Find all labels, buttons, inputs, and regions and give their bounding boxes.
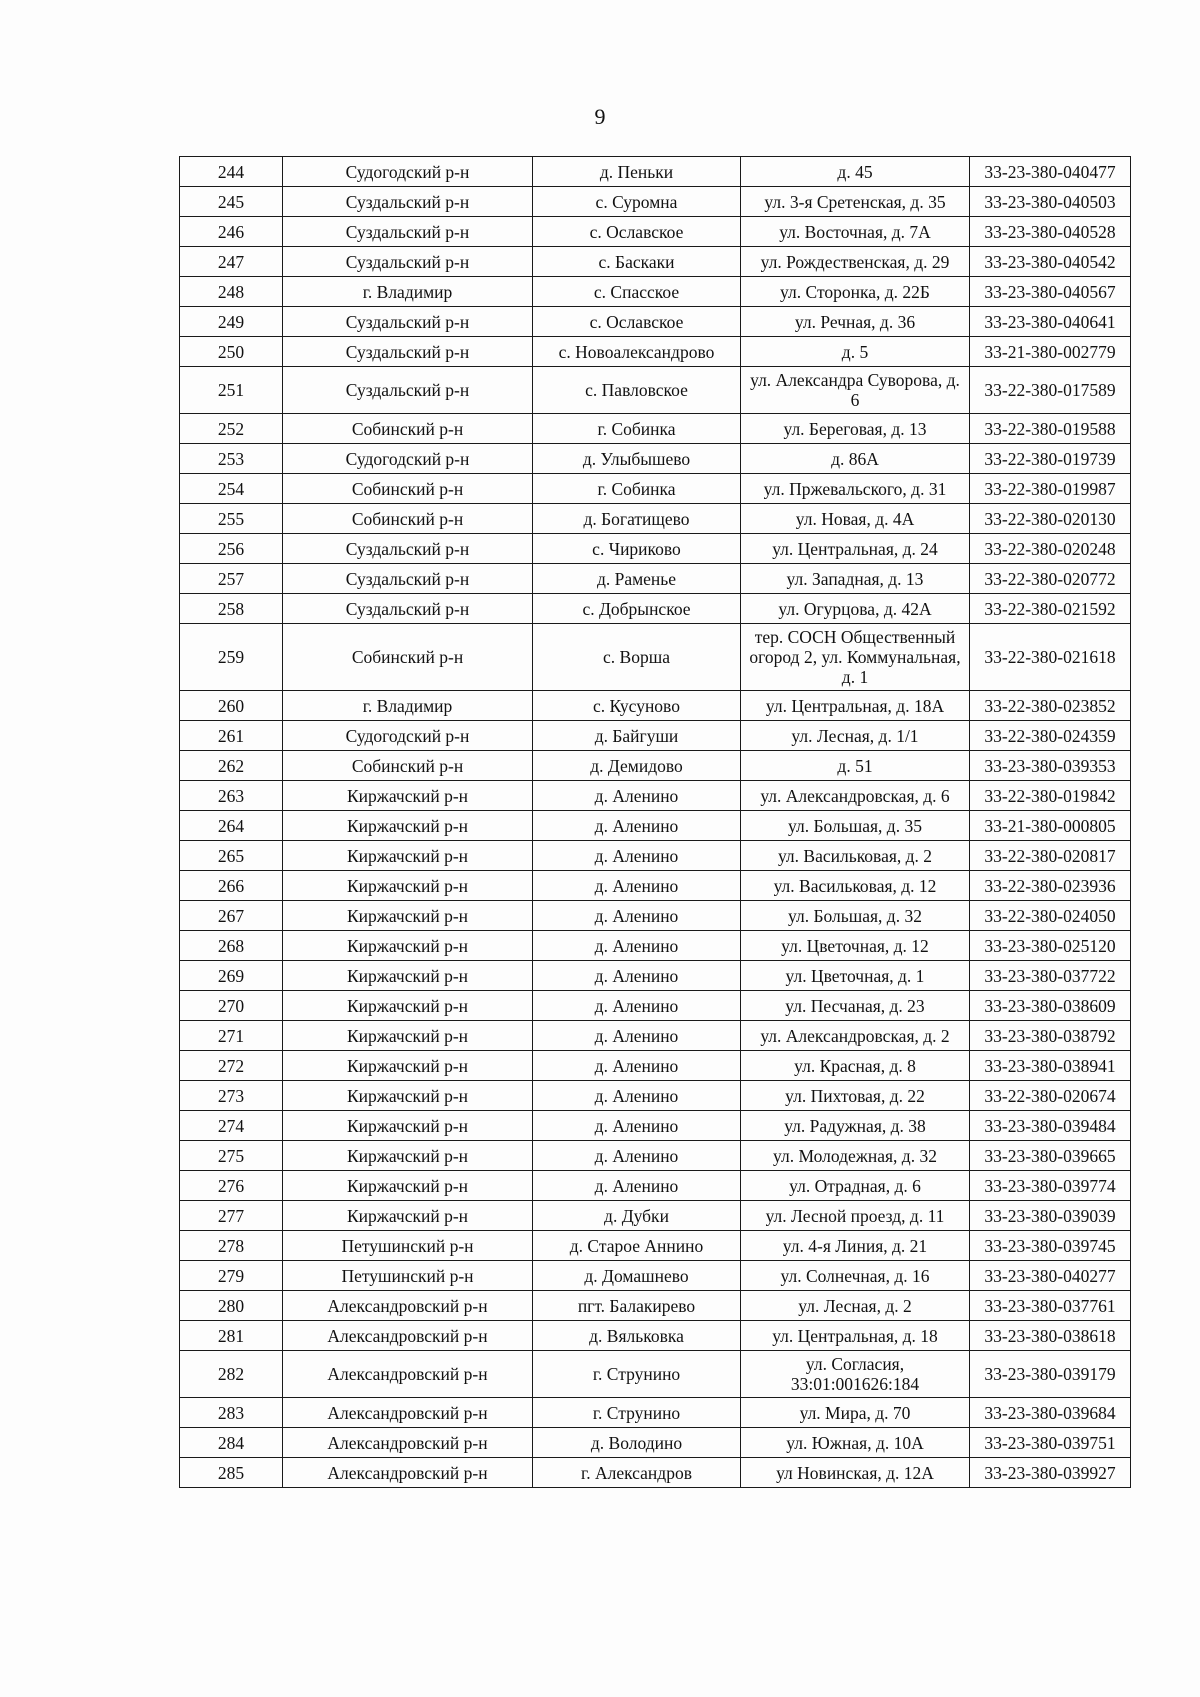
table-row [180, 187, 1131, 217]
address-cell: ул. Александровская, д. 2 [741, 1021, 970, 1051]
code-cell: 33-22-380-024359 [970, 721, 1131, 751]
settlement-cell: д. Аленино [533, 1141, 741, 1171]
row-number: 285 [180, 1458, 283, 1488]
settlement-cell: с. Новоалександрово [533, 337, 741, 367]
settlement-cell: д. Аленино [533, 811, 741, 841]
address-cell: ул. Лесная, д. 1/1 [741, 721, 970, 751]
district-cell: Судогодский р-н [283, 444, 533, 474]
settlement-cell: д. Аленино [533, 841, 741, 871]
table-row [180, 534, 1131, 564]
table-row [180, 1291, 1131, 1321]
district-cell: Собинский р-н [283, 474, 533, 504]
address-cell: ул. Западная, д. 13 [741, 564, 970, 594]
row-number: 282 [180, 1351, 283, 1398]
settlement-cell: д. Аленино [533, 781, 741, 811]
table-row [180, 504, 1131, 534]
table-row [180, 247, 1131, 277]
address-cell: ул. 4-я Линия, д. 21 [741, 1231, 970, 1261]
table-row [180, 414, 1131, 444]
address-cell: ул. Мира, д. 70 [741, 1398, 970, 1428]
row-number: 273 [180, 1081, 283, 1111]
district-cell: Собинский р-н [283, 504, 533, 534]
settlement-cell: д. Аленино [533, 1021, 741, 1051]
table-row [180, 751, 1131, 781]
table-row [180, 781, 1131, 811]
code-cell: 33-22-380-019739 [970, 444, 1131, 474]
table-row [180, 1081, 1131, 1111]
row-number: 283 [180, 1398, 283, 1428]
table-row [180, 444, 1131, 474]
row-number: 248 [180, 277, 283, 307]
address-cell: ул. Васильковая, д. 12 [741, 871, 970, 901]
settlement-cell: д. Демидово [533, 751, 741, 781]
settlement-cell: д. Домашнево [533, 1261, 741, 1291]
code-cell: 33-22-380-024050 [970, 901, 1131, 931]
code-cell: 33-22-380-023852 [970, 691, 1131, 721]
code-cell: 33-22-380-020772 [970, 564, 1131, 594]
table-row [180, 691, 1131, 721]
address-cell: д. 51 [741, 751, 970, 781]
settlement-cell: с. Добрынское [533, 594, 741, 624]
code-cell: 33-23-380-039927 [970, 1458, 1131, 1488]
address-cell: ул. Южная, д. 10А [741, 1428, 970, 1458]
settlement-cell: с. Павловское [533, 367, 741, 414]
address-cell: ул. Лесной проезд, д. 11 [741, 1201, 970, 1231]
district-cell: Суздальский р-н [283, 564, 533, 594]
district-cell: Александровский р-н [283, 1291, 533, 1321]
code-cell: 33-23-380-040641 [970, 307, 1131, 337]
code-cell: 33-23-380-039684 [970, 1398, 1131, 1428]
table-row [180, 1021, 1131, 1051]
district-cell: Киржачский р-н [283, 1051, 533, 1081]
page-number: 9 [594, 104, 606, 129]
settlement-cell: д. Аленино [533, 1051, 741, 1081]
district-cell: Киржачский р-н [283, 1171, 533, 1201]
code-cell: 33-23-380-038618 [970, 1321, 1131, 1351]
code-cell: 33-21-380-002779 [970, 337, 1131, 367]
district-cell: Суздальский р-н [283, 367, 533, 414]
address-cell: ул. Большая, д. 32 [741, 901, 970, 931]
district-cell: Киржачский р-н [283, 901, 533, 931]
settlement-cell: с. Ворша [533, 624, 741, 691]
row-number: 271 [180, 1021, 283, 1051]
address-cell: ул. Васильковая, д. 2 [741, 841, 970, 871]
code-cell: 33-23-380-039353 [970, 751, 1131, 781]
address-cell: ул. Береговая, д. 13 [741, 414, 970, 444]
district-cell: Суздальский р-н [283, 217, 533, 247]
table-body [180, 157, 1131, 1488]
address-cell: ул. Александровская, д. 6 [741, 781, 970, 811]
code-cell: 33-22-380-019987 [970, 474, 1131, 504]
table-row [180, 277, 1131, 307]
district-cell: Суздальский р-н [283, 187, 533, 217]
settlement-cell: г. Александров [533, 1458, 741, 1488]
table-row [180, 624, 1131, 691]
table-row [180, 474, 1131, 504]
code-cell: 33-23-380-040542 [970, 247, 1131, 277]
row-number: 264 [180, 811, 283, 841]
address-cell: ул. Речная, д. 36 [741, 307, 970, 337]
district-cell: Суздальский р-н [283, 534, 533, 564]
table-row [180, 1321, 1131, 1351]
district-cell: Киржачский р-н [283, 961, 533, 991]
code-cell: 33-23-380-038941 [970, 1051, 1131, 1081]
settlement-cell: д. Вяльковка [533, 1321, 741, 1351]
district-cell: Александровский р-н [283, 1321, 533, 1351]
row-number: 247 [180, 247, 283, 277]
address-cell: тер. СОСН Общественный огород 2, ул. Коммунальная, д. 1 [741, 624, 970, 691]
row-number: 249 [180, 307, 283, 337]
row-number: 254 [180, 474, 283, 504]
district-cell: Киржачский р-н [283, 1081, 533, 1111]
address-cell: ул Новинская, д. 12А [741, 1458, 970, 1488]
address-cell: ул. 3-я Сретенская, д. 35 [741, 187, 970, 217]
row-number: 272 [180, 1051, 283, 1081]
district-cell: Суздальский р-н [283, 594, 533, 624]
table-row [180, 811, 1131, 841]
address-cell: ул. Радужная, д. 38 [741, 1111, 970, 1141]
table-row [180, 594, 1131, 624]
code-cell: 33-23-380-040567 [970, 277, 1131, 307]
address-cell: ул. Центральная, д. 18 [741, 1321, 970, 1351]
row-number: 281 [180, 1321, 283, 1351]
district-cell: Судогодский р-н [283, 157, 533, 187]
settlement-cell: д. Аленино [533, 871, 741, 901]
district-cell: Петушинский р-н [283, 1231, 533, 1261]
code-cell: 33-23-380-039039 [970, 1201, 1131, 1231]
address-cell: ул. Отрадная, д. 6 [741, 1171, 970, 1201]
registry-table [179, 156, 1131, 1488]
row-number: 258 [180, 594, 283, 624]
settlement-cell: с. Спасское [533, 277, 741, 307]
code-cell: 33-23-380-025120 [970, 931, 1131, 961]
address-cell: ул. Красная, д. 8 [741, 1051, 970, 1081]
address-cell: ул. Центральная, д. 24 [741, 534, 970, 564]
row-number: 267 [180, 901, 283, 931]
row-number: 260 [180, 691, 283, 721]
address-cell: ул. Сторонка, д. 22Б [741, 277, 970, 307]
code-cell: 33-22-380-020674 [970, 1081, 1131, 1111]
code-cell: 33-22-380-021618 [970, 624, 1131, 691]
row-number: 274 [180, 1111, 283, 1141]
code-cell: 33-23-380-037722 [970, 961, 1131, 991]
address-cell: д. 86А [741, 444, 970, 474]
code-cell: 33-23-380-039745 [970, 1231, 1131, 1261]
settlement-cell: с. Баскаки [533, 247, 741, 277]
settlement-cell: с. Суромна [533, 187, 741, 217]
code-cell: 33-21-380-000805 [970, 811, 1131, 841]
table-row [180, 1261, 1131, 1291]
settlement-cell: с. Чириково [533, 534, 741, 564]
row-number: 278 [180, 1231, 283, 1261]
code-cell: 33-22-380-019842 [970, 781, 1131, 811]
settlement-cell: д. Аленино [533, 991, 741, 1021]
district-cell: Киржачский р-н [283, 841, 533, 871]
district-cell: Киржачский р-н [283, 991, 533, 1021]
address-cell: ул. Пржевальского, д. 31 [741, 474, 970, 504]
code-cell: 33-23-380-039484 [970, 1111, 1131, 1141]
table-row [180, 1051, 1131, 1081]
district-cell: Киржачский р-н [283, 1111, 533, 1141]
row-number: 263 [180, 781, 283, 811]
district-cell: Киржачский р-н [283, 931, 533, 961]
table-row [180, 1111, 1131, 1141]
code-cell: 33-23-380-039665 [970, 1141, 1131, 1171]
address-cell: ул. Песчаная, д. 23 [741, 991, 970, 1021]
row-number: 268 [180, 931, 283, 961]
row-number: 284 [180, 1428, 283, 1458]
table-row [180, 1201, 1131, 1231]
table-row [180, 1428, 1131, 1458]
code-cell: 33-23-380-039774 [970, 1171, 1131, 1201]
district-cell: Александровский р-н [283, 1398, 533, 1428]
district-cell: Киржачский р-н [283, 781, 533, 811]
row-number: 259 [180, 624, 283, 691]
address-cell: ул. Цветочная, д. 12 [741, 931, 970, 961]
district-cell: Киржачский р-н [283, 1021, 533, 1051]
row-number: 277 [180, 1201, 283, 1231]
address-cell: ул. Центральная, д. 18А [741, 691, 970, 721]
address-cell: д. 5 [741, 337, 970, 367]
row-number: 262 [180, 751, 283, 781]
district-cell: г. Владимир [283, 691, 533, 721]
settlement-cell: д. Богатищево [533, 504, 741, 534]
code-cell: 33-23-380-040528 [970, 217, 1131, 247]
district-cell: Александровский р-н [283, 1351, 533, 1398]
address-cell: ул. Молодежная, д. 32 [741, 1141, 970, 1171]
table-row [180, 337, 1131, 367]
table-row [180, 1171, 1131, 1201]
address-cell: ул. Новая, д. 4А [741, 504, 970, 534]
district-cell: Суздальский р-н [283, 307, 533, 337]
code-cell: 33-22-380-023936 [970, 871, 1131, 901]
code-cell: 33-23-380-040477 [970, 157, 1131, 187]
district-cell: Собинский р-н [283, 624, 533, 691]
settlement-cell: д. Раменье [533, 564, 741, 594]
district-cell: Суздальский р-н [283, 337, 533, 367]
address-cell: ул. Большая, д. 35 [741, 811, 970, 841]
settlement-cell: д. Аленино [533, 1081, 741, 1111]
row-number: 276 [180, 1171, 283, 1201]
table-row [180, 157, 1131, 187]
address-cell: ул. Солнечная, д. 16 [741, 1261, 970, 1291]
district-cell: Собинский р-н [283, 751, 533, 781]
table-row [180, 931, 1131, 961]
table-row [180, 307, 1131, 337]
settlement-cell: д. Пеньки [533, 157, 741, 187]
settlement-cell: д. Аленино [533, 1111, 741, 1141]
address-cell: ул. Александра Суворова, д. 6 [741, 367, 970, 414]
table-row [180, 1351, 1131, 1398]
district-cell: Суздальский р-н [283, 247, 533, 277]
row-number: 261 [180, 721, 283, 751]
row-number: 279 [180, 1261, 283, 1291]
settlement-cell: д. Володино [533, 1428, 741, 1458]
row-number: 275 [180, 1141, 283, 1171]
code-cell: 33-23-380-037761 [970, 1291, 1131, 1321]
code-cell: 33-23-380-040503 [970, 187, 1131, 217]
code-cell: 33-23-380-039751 [970, 1428, 1131, 1458]
table-row [180, 1141, 1131, 1171]
row-number: 269 [180, 961, 283, 991]
settlement-cell: д. Аленино [533, 1171, 741, 1201]
settlement-cell: д. Дубки [533, 1201, 741, 1231]
table-row [180, 721, 1131, 751]
address-cell: ул. Лесная, д. 2 [741, 1291, 970, 1321]
row-number: 255 [180, 504, 283, 534]
code-cell: 33-22-380-017589 [970, 367, 1131, 414]
table-row [180, 961, 1131, 991]
row-number: 280 [180, 1291, 283, 1321]
address-cell: ул. Цветочная, д. 1 [741, 961, 970, 991]
settlement-cell: с. Кусуново [533, 691, 741, 721]
row-number: 266 [180, 871, 283, 901]
settlement-cell: с. Ославское [533, 307, 741, 337]
address-cell: д. 45 [741, 157, 970, 187]
district-cell: г. Владимир [283, 277, 533, 307]
row-number: 246 [180, 217, 283, 247]
row-number: 256 [180, 534, 283, 564]
row-number: 245 [180, 187, 283, 217]
table-row [180, 1398, 1131, 1428]
code-cell: 33-23-380-038609 [970, 991, 1131, 1021]
district-cell: Киржачский р-н [283, 1141, 533, 1171]
settlement-cell: г. Струнино [533, 1351, 741, 1398]
settlement-cell: д. Байгуши [533, 721, 741, 751]
table-row [180, 991, 1131, 1021]
settlement-cell: пгт. Балакирево [533, 1291, 741, 1321]
address-cell: ул. Согласия, 33:01:001626:184 [741, 1351, 970, 1398]
settlement-cell: с. Ославское [533, 217, 741, 247]
table-row [180, 841, 1131, 871]
code-cell: 33-22-380-019588 [970, 414, 1131, 444]
table-row [180, 901, 1131, 931]
table-row [180, 564, 1131, 594]
row-number: 251 [180, 367, 283, 414]
address-cell: ул. Рождественская, д. 29 [741, 247, 970, 277]
row-number: 244 [180, 157, 283, 187]
row-number: 265 [180, 841, 283, 871]
settlement-cell: д. Аленино [533, 901, 741, 931]
district-cell: Собинский р-н [283, 414, 533, 444]
table-row [180, 1231, 1131, 1261]
code-cell: 33-23-380-040277 [970, 1261, 1131, 1291]
district-cell: Александровский р-н [283, 1428, 533, 1458]
table-row [180, 367, 1131, 414]
code-cell: 33-22-380-020817 [970, 841, 1131, 871]
table-row [180, 217, 1131, 247]
code-cell: 33-22-380-020130 [970, 504, 1131, 534]
code-cell: 33-23-380-038792 [970, 1021, 1131, 1051]
table-row [180, 871, 1131, 901]
settlement-cell: г. Собинка [533, 414, 741, 444]
settlement-cell: г. Собинка [533, 474, 741, 504]
district-cell: Петушинский р-н [283, 1261, 533, 1291]
row-number: 250 [180, 337, 283, 367]
district-cell: Киржачский р-н [283, 1201, 533, 1231]
row-number: 253 [180, 444, 283, 474]
district-cell: Киржачский р-н [283, 811, 533, 841]
row-number: 257 [180, 564, 283, 594]
district-cell: Киржачский р-н [283, 871, 533, 901]
settlement-cell: д. Улыбышево [533, 444, 741, 474]
settlement-cell: д. Аленино [533, 961, 741, 991]
code-cell: 33-23-380-039179 [970, 1351, 1131, 1398]
settlement-cell: г. Струнино [533, 1398, 741, 1428]
address-cell: ул. Пихтовая, д. 22 [741, 1081, 970, 1111]
address-cell: ул. Огурцова, д. 42А [741, 594, 970, 624]
row-number: 270 [180, 991, 283, 1021]
settlement-cell: д. Аленино [533, 931, 741, 961]
code-cell: 33-22-380-020248 [970, 534, 1131, 564]
row-number: 252 [180, 414, 283, 444]
district-cell: Судогодский р-н [283, 721, 533, 751]
code-cell: 33-22-380-021592 [970, 594, 1131, 624]
district-cell: Александровский р-н [283, 1458, 533, 1488]
address-cell: ул. Восточная, д. 7А [741, 217, 970, 247]
settlement-cell: д. Старое Аннино [533, 1231, 741, 1261]
table-row [180, 1458, 1131, 1488]
